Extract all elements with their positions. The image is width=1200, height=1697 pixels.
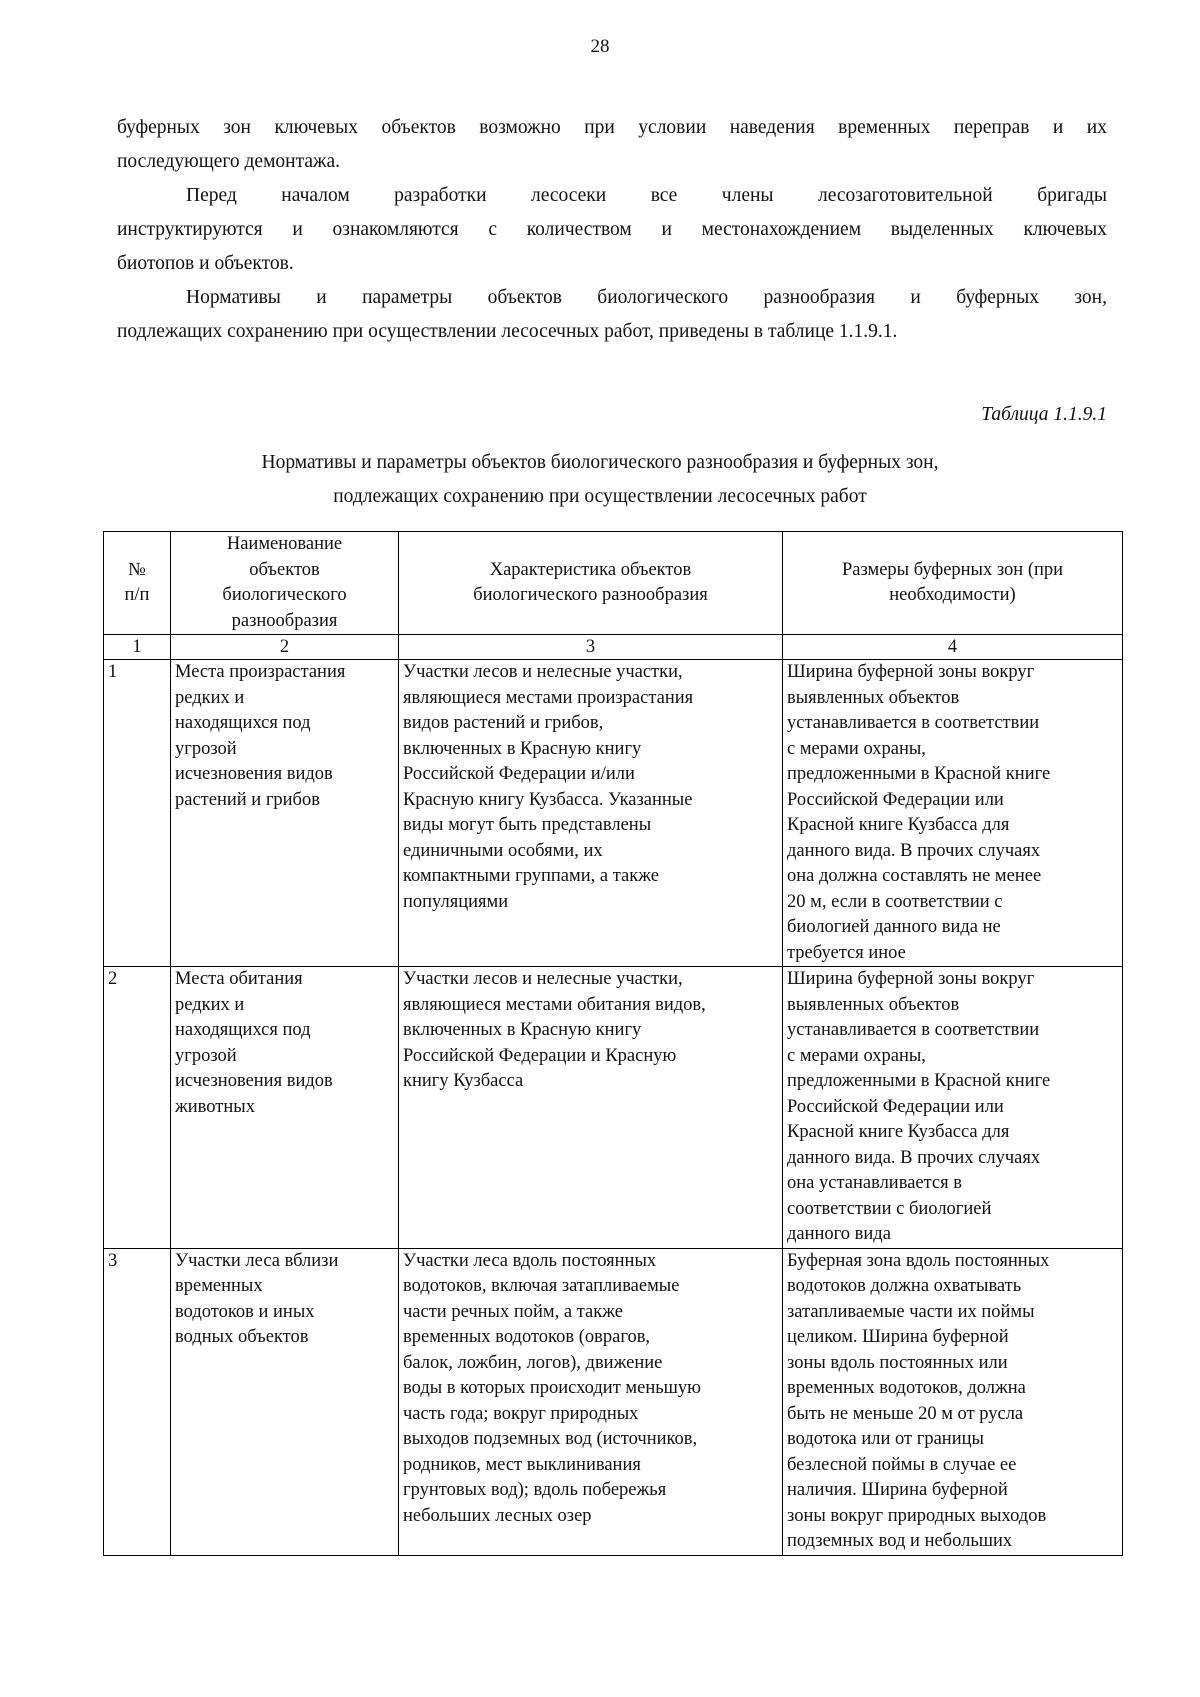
row-number: 2 bbox=[104, 967, 171, 1249]
cell-line: грунтовых вод); вдоль побережья bbox=[403, 1480, 667, 1500]
column-number-row bbox=[104, 635, 1123, 660]
table-row bbox=[104, 967, 1123, 1249]
header-line: Размеры буферных зон (при bbox=[841, 559, 1064, 580]
cell-line: являющиеся местами обитания видов, bbox=[403, 994, 706, 1015]
body-text bbox=[117, 111, 1107, 349]
cell-line: предложенными в Красной книге bbox=[787, 1071, 1051, 1091]
column-header bbox=[399, 532, 783, 635]
paragraph-line: последующего демонтажа. bbox=[117, 151, 341, 172]
cell-line: находящихся под bbox=[175, 713, 311, 733]
cell-line: виды могут быть представлены bbox=[403, 815, 652, 835]
buffer-size-cell bbox=[783, 1248, 1123, 1555]
table-row bbox=[104, 1248, 1123, 1555]
header-line: необходимости) bbox=[889, 585, 1016, 605]
cell-line: 20 м, если в соответствии с bbox=[787, 891, 1003, 912]
table-title-line: Нормативы и параметры объектов биологического разнообразия и буферных зон, bbox=[261, 452, 939, 473]
cell-line: Красной книге Кузбасса для bbox=[787, 815, 1010, 835]
page-number: 28 bbox=[590, 36, 610, 57]
header-line: биологического bbox=[222, 585, 347, 605]
object-name-cell bbox=[171, 1248, 399, 1555]
row-number: 1 bbox=[104, 660, 171, 967]
paragraph-line: подлежащих сохранению при осуществлении лесосечных работ, приведены в таблице 1.1.9.1. bbox=[117, 321, 898, 342]
cell-line: зоны вдоль постоянных или bbox=[787, 1352, 1008, 1373]
header-line: разнообразия bbox=[231, 610, 338, 631]
table-title-line: подлежащих сохранению при осуществлении лесосечных работ bbox=[333, 486, 867, 507]
header-line: Наименование bbox=[226, 534, 343, 554]
cell-line: Красной книге Кузбасса для bbox=[787, 1122, 1010, 1142]
cell-line: Российской Федерации или bbox=[787, 789, 1004, 810]
cell-line: включенных в Красную книгу bbox=[403, 1020, 642, 1040]
cell-line: балок, ложбин, логов), движение bbox=[403, 1352, 663, 1373]
cell-line: водотоков и иных bbox=[175, 1301, 315, 1322]
cell-line: Участки лесов и нелесные участки, bbox=[403, 969, 683, 989]
cell-line: целиком. Ширина буферной bbox=[787, 1327, 1009, 1347]
header-line: Характеристика объектов bbox=[489, 559, 692, 580]
cell-line: видов растений и грибов, bbox=[403, 713, 604, 733]
cell-line: угрозой bbox=[175, 738, 237, 759]
biodiversity-table bbox=[103, 531, 1123, 1556]
cell-line: части речных пойм, а также bbox=[403, 1301, 623, 1322]
cell-line: требуется иное bbox=[787, 942, 906, 963]
table-header-row bbox=[104, 532, 1123, 635]
cell-line: единичными особями, их bbox=[403, 840, 603, 861]
cell-line: биологией данного вида не bbox=[787, 917, 1001, 937]
cell-line: находящихся под bbox=[175, 1020, 311, 1040]
cell-line: наличия. Ширина буферной bbox=[787, 1480, 1008, 1500]
column-number: 3 bbox=[399, 635, 783, 660]
paragraph-line: биотопов и объектов. bbox=[117, 253, 294, 274]
cell-line: устанавливается в соответствии bbox=[787, 1020, 1040, 1040]
cell-line: водотоков, включая затапливаемые bbox=[403, 1276, 680, 1296]
cell-line: выявленных объектов bbox=[787, 687, 960, 708]
cell-line: выходов подземных вод (источников, bbox=[403, 1429, 698, 1449]
cell-line: Ширина буферной зоны вокруг bbox=[787, 969, 1035, 989]
cell-line: редких и bbox=[175, 994, 245, 1015]
cell-line: Красную книгу Кузбасса. Указанные bbox=[403, 789, 693, 810]
cell-line: книгу Кузбасса bbox=[403, 1071, 524, 1091]
cell-line: часть года; вокруг природных bbox=[403, 1403, 639, 1424]
column-header bbox=[104, 532, 171, 635]
cell-line: временных водотоков, должна bbox=[787, 1378, 1026, 1398]
paragraph-line: буферных зон ключевых объектов возможно при условии наведения временных переправ и их bbox=[117, 117, 1107, 138]
cell-line: животных bbox=[175, 1096, 255, 1117]
cell-line: Буферная зона вдоль постоянных bbox=[787, 1250, 1050, 1271]
cell-line: растений и грибов bbox=[175, 789, 320, 810]
cell-line: Места обитания bbox=[175, 969, 303, 989]
paragraph-line: Перед началом разработки лесосеки все члены лесозаготовительной бригады bbox=[186, 185, 1107, 206]
cell-line: Участки леса вдоль постоянных bbox=[403, 1250, 657, 1271]
cell-line: Участки леса вблизи bbox=[175, 1250, 339, 1271]
cell-line: включенных в Красную книгу bbox=[403, 738, 642, 759]
cell-line: зоны вокруг природных выходов bbox=[787, 1505, 1047, 1526]
cell-line: Участки лесов и нелесные участки, bbox=[403, 662, 683, 682]
cell-line: предложенными в Красной книге bbox=[787, 764, 1051, 784]
cell-line: она устанавливается в bbox=[787, 1173, 963, 1193]
cell-line: воды в которых происходит меньшую bbox=[403, 1378, 701, 1398]
buffer-size-cell bbox=[783, 660, 1123, 967]
cell-line: подземных вод и небольших bbox=[787, 1531, 1013, 1551]
cell-line: выявленных объектов bbox=[787, 994, 960, 1015]
characteristic-cell bbox=[399, 967, 783, 1249]
cell-line: данного вида. В прочих случаях bbox=[787, 1147, 1041, 1168]
header-line: № bbox=[128, 559, 146, 580]
cell-line: Российской Федерации или bbox=[787, 1096, 1004, 1117]
cell-line: водотоков должна охватывать bbox=[787, 1276, 1022, 1296]
cell-line: временных bbox=[175, 1276, 263, 1296]
header-line: объектов bbox=[249, 559, 320, 580]
object-name-cell bbox=[171, 660, 399, 967]
table-row bbox=[104, 660, 1123, 967]
cell-line: быть не меньше 20 м от русла bbox=[787, 1403, 1024, 1424]
paragraph-line: инструктируются и ознакомляются с количеством и местонахождением выделенных ключевых bbox=[117, 219, 1107, 240]
buffer-size-cell bbox=[783, 967, 1123, 1249]
cell-line: Ширина буферной зоны вокруг bbox=[787, 662, 1035, 682]
cell-line: с мерами охраны, bbox=[787, 1045, 926, 1066]
cell-line: с мерами охраны, bbox=[787, 738, 926, 759]
cell-line: родников, мест выклинивания bbox=[403, 1454, 641, 1475]
cell-line: угрозой bbox=[175, 1045, 237, 1066]
cell-line: соответствии с биологией bbox=[787, 1198, 992, 1219]
cell-line: Места произрастания bbox=[175, 662, 346, 682]
table-label: Таблица 1.1.9.1 bbox=[981, 404, 1107, 425]
cell-line: Российской Федерации и Красную bbox=[403, 1045, 677, 1066]
cell-line: устанавливается в соответствии bbox=[787, 713, 1040, 733]
header-line: п/п bbox=[124, 585, 150, 605]
header-line: биологического разнообразия bbox=[473, 585, 708, 605]
cell-line: популяциями bbox=[403, 891, 509, 912]
cell-line: Российской Федерации и/или bbox=[403, 764, 635, 784]
column-number: 4 bbox=[783, 635, 1123, 660]
cell-line: затапливаемые части их поймы bbox=[787, 1301, 1035, 1322]
cell-line: данного вида bbox=[787, 1224, 891, 1244]
column-number: 2 bbox=[171, 635, 399, 660]
characteristic-cell bbox=[399, 1248, 783, 1555]
object-name-cell bbox=[171, 967, 399, 1249]
column-header bbox=[783, 532, 1123, 635]
column-header bbox=[171, 532, 399, 635]
cell-line: безлесной поймы в случае ее bbox=[787, 1454, 1017, 1475]
cell-line: она должна составлять не менее bbox=[787, 866, 1042, 886]
paragraph-line: Нормативы и параметры объектов биологического разнообразия и буферных зон, bbox=[186, 287, 1107, 308]
table-title bbox=[0, 446, 1200, 514]
cell-line: данного вида. В прочих случаях bbox=[787, 840, 1041, 861]
characteristic-cell bbox=[399, 660, 783, 967]
cell-line: являющиеся местами произрастания bbox=[403, 687, 694, 708]
cell-line: компактными группами, а также bbox=[403, 866, 659, 886]
column-number: 1 bbox=[104, 635, 171, 660]
cell-line: водотока или от границы bbox=[787, 1429, 984, 1449]
cell-line: временных водотоков (оврагов, bbox=[403, 1327, 651, 1347]
cell-line: редких и bbox=[175, 687, 245, 708]
row-number: 3 bbox=[104, 1248, 171, 1555]
cell-line: водных объектов bbox=[175, 1327, 309, 1347]
cell-line: исчезновения видов bbox=[175, 1071, 333, 1091]
cell-line: небольших лесных озер bbox=[403, 1505, 592, 1526]
cell-line: исчезновения видов bbox=[175, 764, 333, 784]
